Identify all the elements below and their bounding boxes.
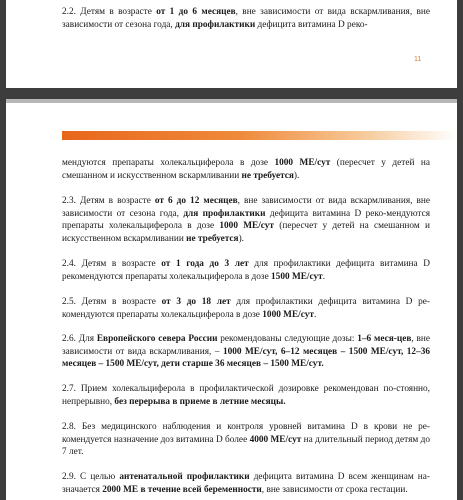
text-run: 2.5. Детям в возрасте <box>62 297 162 307</box>
text-run: для профилактики дефицита витамина D рекомендуются препараты холекальциферола в дозе <box>62 259 430 282</box>
orange-header-bar <box>62 131 457 140</box>
text-run: 2.3. Детям в возрасте <box>62 196 155 206</box>
bold-text-run: от 6 до 12 месяцев <box>154 196 238 206</box>
text-run: (пересчет у детей на смешанном и искусственном вскармливании <box>62 221 430 244</box>
text-run: 2.2. Детям в возрасте <box>62 7 157 17</box>
text-run: . <box>313 309 317 320</box>
bold-text-run: от 3 до 18 лет <box>161 297 231 307</box>
text-run: 2.4. Детям в возрасте <box>62 259 162 269</box>
text-run: на длительный период детям до 7 лет. <box>62 434 430 457</box>
paragraph-2-6 <box>62 333 430 371</box>
text-run: , вне зависимости от срока гестации. <box>261 484 408 495</box>
bold-text-run: 1–6 меся-цев <box>357 334 412 344</box>
paragraph-2-3 <box>62 195 430 245</box>
text-run: дефицита витамина D всем женщинам на-значается <box>62 472 430 495</box>
bold-text-run: Европейского севера России <box>96 334 218 344</box>
bold-text-run: от 1 года до 3 лет <box>161 259 249 269</box>
previous-page <box>6 0 457 88</box>
text-run: дефицита витамина D реко-мендуются препараты холекальциферола в дозе <box>62 208 430 231</box>
bold-text-run: 1000 МЕ/сут <box>219 221 274 231</box>
text-run: рекомендованы следующие дозы: <box>217 334 358 344</box>
bold-text-run: 2000 МЕ в течение всей беременности <box>102 484 262 495</box>
paragraph-2-9 <box>62 471 430 496</box>
bold-text-run: 1000 МЕ/сут, 6–12 месяцев – 1500 МЕ/сут, 12–36 месяцев – 1500 МЕ/сут, дети старше 36 месяцев – 1500 МЕ/сут. <box>62 346 430 369</box>
bold-text-run: 1500 МЕ/сут <box>271 271 323 282</box>
page-top-border <box>6 99 457 103</box>
text-run: дефицита витамина D реко- <box>255 19 368 30</box>
text-run: . <box>322 271 326 282</box>
paragraph-2-5 <box>62 296 430 321</box>
current-page <box>6 99 457 500</box>
text-run: ). <box>293 170 300 181</box>
paragraph-2-2 <box>62 6 430 31</box>
text-run: 2.8. Без медицинского наблюдения и контроля уровней витамина D в крови не ре-комендуется назначение доз витамина D более <box>62 422 430 445</box>
paragraph-2-8 <box>62 421 430 459</box>
bold-text-run: для профилактики <box>175 19 256 30</box>
bold-text-run: не требуется <box>186 233 239 244</box>
text-run: , вне зависимости от вида вскармливания, вне зависимости от сезона года, <box>62 196 430 219</box>
text-run: мендуются препараты холекальциферола в дозе <box>62 158 275 168</box>
paragraph-continuation <box>62 157 430 182</box>
text-run: 2.9. С целью <box>62 472 120 482</box>
bold-text-run: для профилактики <box>183 208 266 219</box>
bold-text-run: 4000 МЕ/сут <box>249 434 302 445</box>
text-run: для профилактики дефицита витамина D ре-комендуются препараты холекальциферола в дозе <box>62 297 430 320</box>
paragraph-2-7 <box>62 383 430 408</box>
text-run: (пересчет у детей на смешанном и искусственном вскармливании <box>62 158 430 181</box>
text-run: , вне зависимости от вида вскармливания, вне зависимости от сезона года, <box>62 7 431 30</box>
bold-text-run: без перерыва в приеме в летние месяцы. <box>114 396 286 407</box>
page-number: 11 <box>414 56 422 63</box>
bold-text-run: не требуется <box>241 170 294 181</box>
text-run: , вне зависимости от вида вскармливания, – <box>62 334 430 357</box>
bold-text-run: антенатальной профилактики <box>119 472 250 482</box>
bold-text-run: от 1 до 6 месяцев <box>156 7 236 17</box>
text-run: 2.7. Прием холекальциферола в профилактической дозировке рекомендован по-стоянно, непрерывно, <box>62 384 430 407</box>
bold-text-run: 1000 МЕ/сут <box>262 309 314 320</box>
text-run: 2.6. Для <box>62 334 97 344</box>
text-run: ). <box>238 233 244 244</box>
bold-text-run: 1000 МЕ/сут <box>274 158 331 168</box>
paragraph-2-4 <box>62 258 430 283</box>
